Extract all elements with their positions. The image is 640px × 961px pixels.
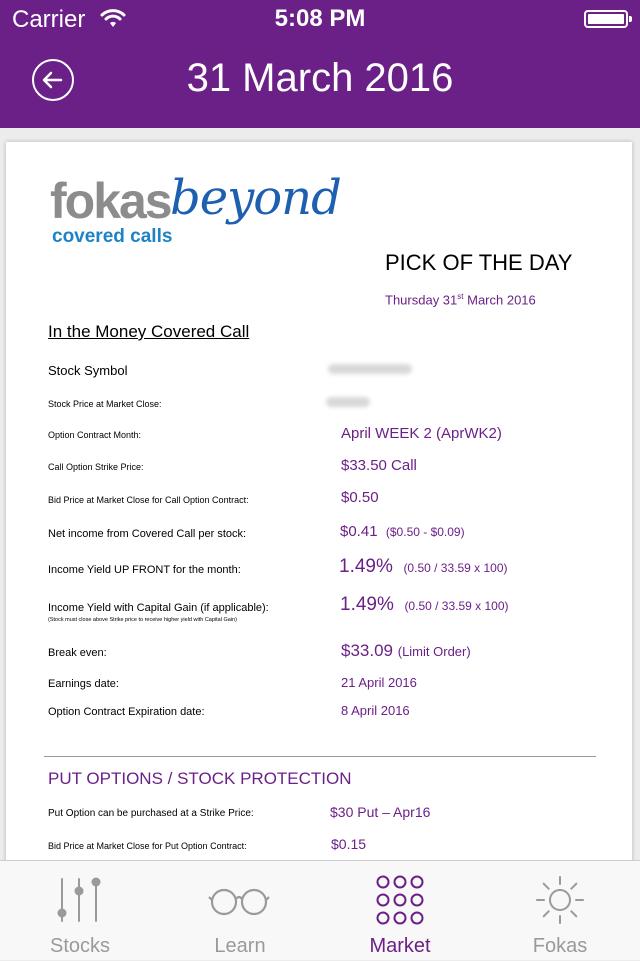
carrier-label: Carrier [12, 6, 86, 33]
break-even-value: $33.09 (Limit Order) [341, 641, 471, 660]
section-title-covered-call: In the Money Covered Call [48, 322, 250, 341]
yield-gain-value: 1.49% (0.50 / 33.59 x 100) [340, 594, 509, 615]
logo-fokas-text: fokas [50, 173, 171, 229]
put-strike-value: $30 Put – Apr16 [330, 804, 431, 820]
sun-icon [535, 875, 585, 925]
expiration-label: Option Contract Expiration date: [48, 706, 205, 718]
section-title-put-options: PUT OPTIONS / STOCK PROTECTION [48, 769, 352, 788]
stock-symbol-label: Stock Symbol [48, 363, 128, 378]
tab-market[interactable] [320, 861, 480, 961]
stock-symbol-redacted [328, 364, 412, 374]
tab-fokas-label: Fokas [532, 935, 588, 957]
logo-tagline: covered calls [52, 226, 173, 247]
put-strike-label: Put Option can be purchased at a Strike Price: [48, 808, 254, 819]
yield-upfront-label: Income Yield UP FRONT for the month: [48, 564, 241, 576]
tab-learn-label: Learn [214, 935, 266, 957]
battery-icon [584, 10, 628, 28]
put-bid-label: Bid Price at Market Close for Put Option Contract: [48, 841, 247, 851]
section-divider [44, 756, 596, 757]
status-bar [0, 0, 640, 40]
fokas-beyond-logo [50, 172, 350, 252]
clock: 5:08 PM [274, 5, 366, 32]
page-title: 31 March 2016 [186, 56, 454, 100]
glasses-icon [208, 875, 272, 925]
sliders-icon [55, 875, 105, 925]
stock-price-label: Stock Price at Market Close: [48, 399, 162, 409]
stock-price-redacted [326, 397, 370, 407]
pick-date: Thursday 31st March 2016 [385, 292, 536, 308]
net-income-label: Net income from Covered Call per stock: [48, 528, 247, 540]
logo-beyond-text: beyond [170, 170, 341, 226]
pick-heading: PICK OF THE DAY [385, 250, 573, 275]
tab-stocks-label: Stocks [49, 935, 111, 957]
grid-dots-icon [375, 875, 425, 925]
tab-fokas[interactable] [480, 861, 640, 961]
tab-stocks[interactable] [0, 861, 160, 961]
strike-value: $33.50 Call [341, 457, 417, 474]
put-bid-value: $0.15 [331, 836, 367, 852]
yield-gain-note: (Stock must close above Strike price to receive higher yield with Capital Gain) [48, 617, 237, 623]
tab-bar [0, 860, 640, 960]
contract-month-label: Option Contract Month: [48, 430, 142, 440]
earnings-value: 21 April 2016 [341, 675, 417, 690]
yield-upfront-value: 1.49% (0.50 / 33.59 x 100) [339, 556, 508, 577]
strike-label: Call Option Strike Price: [48, 462, 144, 472]
yield-gain-label: Income Yield with Capital Gain (if applicable): [48, 602, 269, 614]
expiration-value: 8 April 2016 [341, 703, 410, 718]
earnings-label: Earnings date: [48, 678, 119, 690]
bid-label: Bid Price at Market Close for Call Option Contract: [48, 495, 249, 505]
nav-bar [0, 40, 640, 128]
bid-value: $0.50 [341, 489, 379, 506]
contract-month-value: April WEEK 2 (AprWK2) [341, 425, 502, 442]
tab-learn[interactable] [160, 861, 320, 961]
break-even-label: Break even: [48, 647, 107, 659]
net-income-value: $0.41 ($0.50 - $0.09) [340, 523, 465, 540]
pick-document[interactable] [6, 142, 632, 872]
tab-market-label: Market [369, 935, 431, 957]
